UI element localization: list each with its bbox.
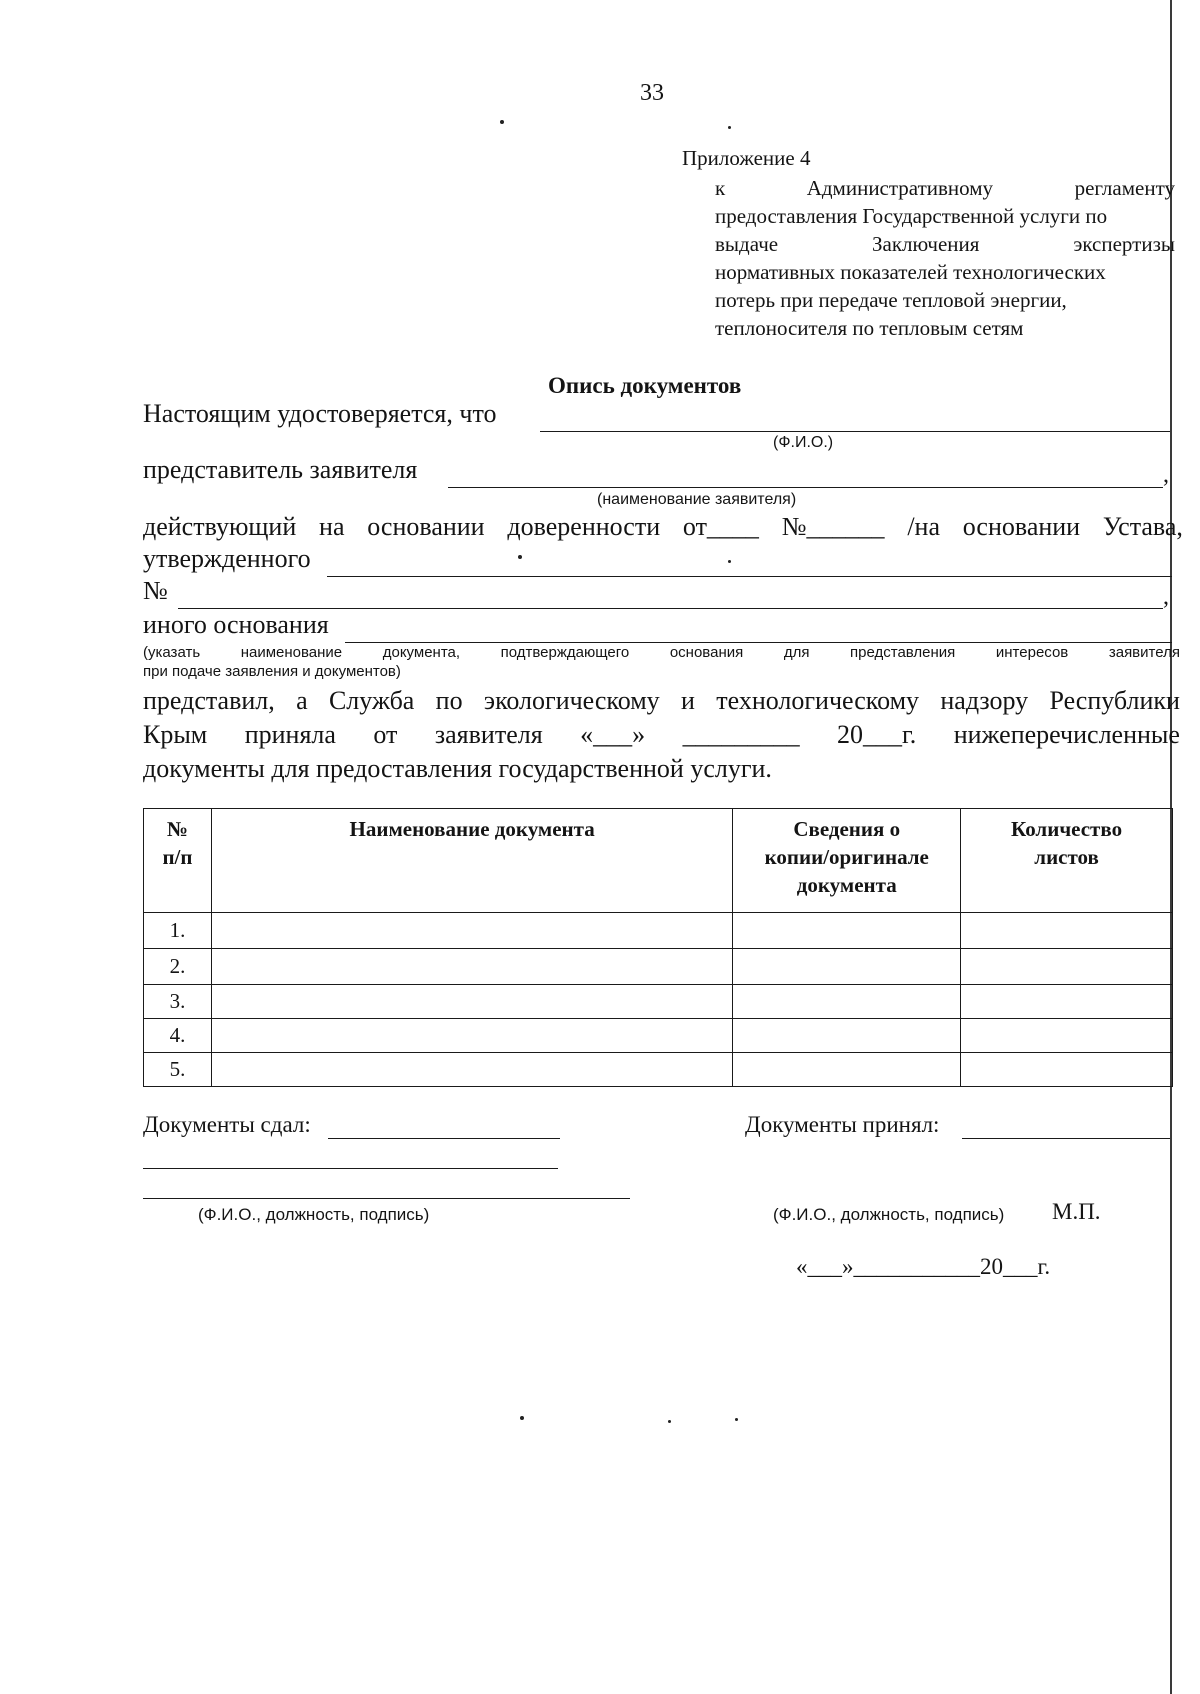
row-number: 1.	[144, 913, 212, 949]
other-basis-label: иного основания	[143, 610, 329, 639]
acting-word: основании	[962, 512, 1081, 541]
presented-word: а	[296, 686, 308, 715]
table-row	[144, 1053, 1173, 1087]
appendix-word: выдаче	[715, 232, 779, 256]
acting-word: Устава,	[1102, 512, 1183, 541]
acting-word: №______	[781, 512, 885, 541]
table-row	[144, 949, 1173, 985]
presented-word: по	[435, 686, 463, 715]
scan-speck	[728, 126, 731, 129]
row-sheets-cell[interactable]	[961, 985, 1173, 1019]
appendix-word: предоставления Государственной услуги по	[715, 204, 1108, 228]
accepted-hint: (Ф.И.О., должность, подпись)	[773, 1205, 1005, 1224]
row-sheets-cell[interactable]	[961, 913, 1173, 949]
appendix-word: теплоносителя по тепловым сетям	[715, 316, 1024, 340]
scan-speck	[735, 1418, 738, 1421]
presented-word: 20___г.	[837, 720, 917, 749]
certify-prefix: Настоящим удостоверяется, что	[143, 399, 497, 428]
presented-word: Республики	[1049, 686, 1180, 715]
note-line-1	[143, 644, 1180, 661]
appendix-line	[715, 174, 1175, 202]
col-header-num: № п/п	[144, 809, 212, 913]
row-sheets-cell[interactable]	[961, 949, 1173, 985]
documents-table	[143, 808, 1173, 1087]
note-word: подтверждающего	[500, 644, 630, 661]
row-name-cell[interactable]	[211, 1053, 732, 1087]
presented-line-2	[143, 720, 1180, 750]
row-number: 5.	[144, 1053, 212, 1087]
note-word: документа,	[382, 644, 461, 661]
appendix-word: экспертизы	[1073, 232, 1175, 256]
row-name-cell[interactable]	[211, 1019, 732, 1053]
acting-word: /на	[907, 512, 940, 541]
appendix-word: Административному	[806, 176, 994, 200]
presented-word: и	[681, 686, 695, 715]
row-name-cell[interactable]	[211, 949, 732, 985]
appendix-line	[715, 286, 1175, 314]
note-word: основания	[669, 644, 744, 661]
stamp-placeholder: М.П.	[1052, 1199, 1101, 1224]
presented-word: от	[373, 720, 398, 749]
accepted-label: Документы принял:	[745, 1112, 940, 1137]
presented-word: нижеперечисленные	[953, 720, 1180, 749]
submitted-hint: (Ф.И.О., должность, подпись)	[198, 1205, 430, 1224]
page-number: 33	[640, 80, 664, 106]
appendix-word: потерь при передаче тепловой энергии,	[715, 288, 1067, 312]
presented-word: экологическому	[483, 686, 660, 715]
appendix-text	[715, 174, 1175, 342]
presented-word: Служба	[328, 686, 415, 715]
acting-word: доверенности	[507, 512, 661, 541]
row-copy-cell[interactable]	[733, 1053, 961, 1087]
submitted-label: Документы сдал:	[143, 1112, 311, 1137]
scan-speck	[500, 120, 504, 124]
appendix-title: Приложение 4	[682, 146, 811, 170]
applicant-hint: (наименование заявителя)	[597, 491, 797, 508]
submitted-signature-field[interactable]	[328, 1112, 560, 1139]
approved-field[interactable]	[327, 548, 1172, 577]
appendix-word: нормативных показателей технологических	[715, 260, 1106, 284]
appendix-word: Заключения	[872, 232, 980, 256]
row-number: 2.	[144, 949, 212, 985]
submitted-name-field[interactable]	[143, 1142, 558, 1169]
submitted-position-field[interactable]	[143, 1172, 630, 1199]
appendix-line	[715, 258, 1175, 286]
document-heading: Опись документов	[548, 373, 742, 398]
applicant-comma: ,	[1163, 462, 1169, 488]
representative-label: представитель заявителя	[143, 455, 418, 484]
row-copy-cell[interactable]	[733, 985, 961, 1019]
presented-word: надзору	[940, 686, 1029, 715]
row-copy-cell[interactable]	[733, 1019, 961, 1053]
appendix-word: к	[715, 176, 726, 200]
col-header-name: Наименование документа	[211, 809, 732, 913]
presented-word: приняла	[244, 720, 336, 749]
acting-word: основании	[367, 512, 485, 541]
appendix-line	[715, 314, 1175, 342]
presented-line-1	[143, 686, 1180, 716]
presented-word: заявителя	[434, 720, 543, 749]
table-row	[144, 985, 1173, 1019]
appendix-line	[715, 202, 1175, 230]
acting-word: на	[319, 512, 345, 541]
presented-word: Крым	[143, 720, 208, 749]
accepted-signature-field[interactable]	[962, 1112, 1170, 1139]
row-name-cell[interactable]	[211, 985, 732, 1019]
row-name-cell[interactable]	[211, 913, 732, 949]
row-sheets-cell[interactable]	[961, 1053, 1173, 1087]
other-basis-field[interactable]	[345, 614, 1172, 643]
row-number: 4.	[144, 1019, 212, 1053]
number-comma: ,	[1163, 584, 1169, 610]
acting-basis-line	[143, 512, 1183, 542]
presented-word: _________	[682, 720, 800, 749]
note-line-2: при подаче заявления и документов)	[143, 663, 401, 680]
presented-word: представил,	[143, 686, 275, 715]
number-label: №	[143, 576, 168, 605]
fio-field[interactable]	[540, 403, 1170, 432]
scan-speck	[668, 1420, 671, 1423]
presented-word: технологическому	[716, 686, 920, 715]
scan-speck	[520, 1416, 524, 1420]
note-word: заявителя	[1108, 644, 1180, 661]
note-word: интересов	[995, 644, 1069, 661]
col-header-copy: Сведения о копии/оригинале документа	[733, 809, 961, 913]
note-word: для	[783, 644, 810, 661]
row-sheets-cell[interactable]	[961, 1019, 1173, 1053]
note-word: представления	[850, 644, 956, 661]
row-number: 3.	[144, 985, 212, 1019]
date-field[interactable]: «___»___________20___г.	[796, 1254, 1051, 1279]
row-copy-cell[interactable]	[733, 949, 961, 985]
fio-hint: (Ф.И.О.)	[773, 434, 834, 451]
applicant-field[interactable]	[448, 459, 1163, 488]
table-row	[144, 913, 1173, 949]
acting-word: от____	[682, 512, 759, 541]
acting-word: действующий	[143, 512, 297, 541]
table-row	[144, 1019, 1173, 1053]
number-field[interactable]	[178, 580, 1163, 609]
col-header-sheets: Количество листов	[961, 809, 1173, 913]
approved-label: утвержденного	[143, 544, 311, 573]
appendix-line	[715, 230, 1175, 258]
note-word: наименование	[240, 644, 343, 661]
presented-line-3: документы для предоставления государственной услуги.	[143, 754, 772, 783]
presented-word: «___»	[580, 720, 646, 749]
note-word: (указать	[143, 644, 201, 661]
appendix-word: регламенту	[1074, 176, 1175, 200]
row-copy-cell[interactable]	[733, 913, 961, 949]
